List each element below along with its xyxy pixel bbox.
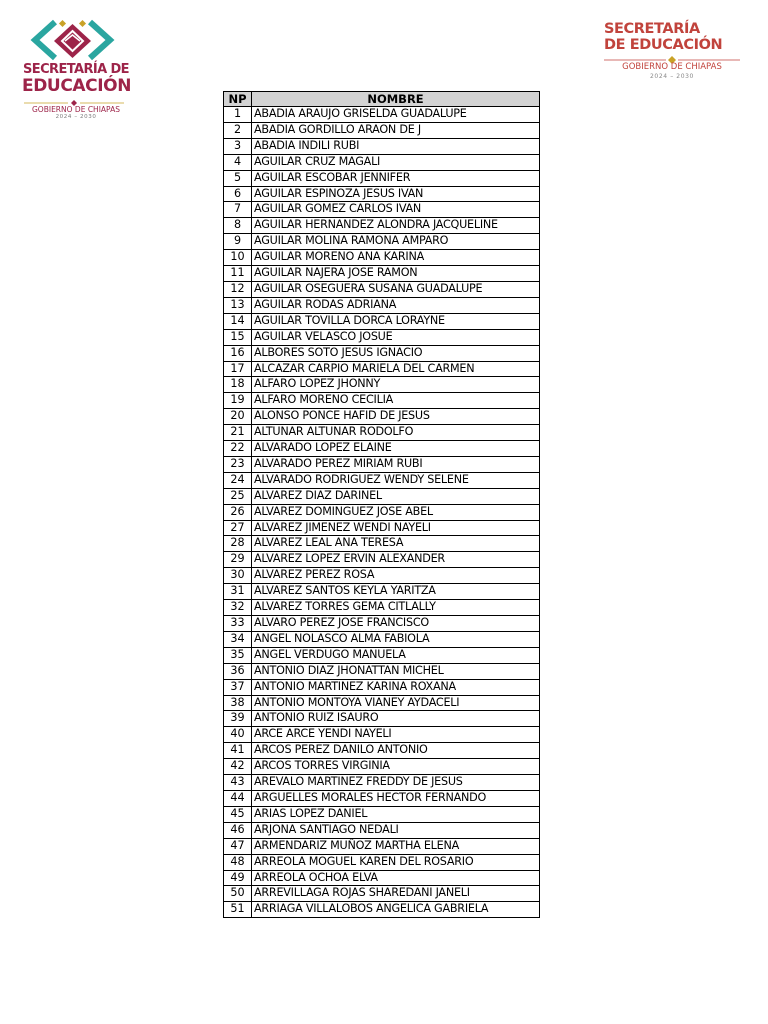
logo-right-line2: DE EDUCACIÓN bbox=[604, 37, 723, 53]
row-number: 22 bbox=[224, 441, 252, 457]
table-row bbox=[224, 409, 540, 425]
row-name: ALFARO MORENO CECILIA bbox=[252, 393, 540, 409]
row-number: 29 bbox=[224, 552, 252, 568]
row-number: 51 bbox=[224, 902, 252, 918]
table-row bbox=[224, 472, 540, 488]
row-name: AGUILAR HERNANDEZ ALONDRA JACQUELINE bbox=[252, 218, 540, 234]
row-number: 23 bbox=[224, 456, 252, 472]
row-name: ARREVILLAGA ROJAS SHAREDANI JANELI bbox=[252, 886, 540, 902]
row-number: 44 bbox=[224, 790, 252, 806]
table-row bbox=[224, 695, 540, 711]
table-row bbox=[224, 250, 540, 266]
table-body bbox=[224, 107, 540, 918]
table-row bbox=[224, 393, 540, 409]
row-name: ARIAS LOPEZ DANIEL bbox=[252, 806, 540, 822]
logo-left-line1: SECRETARÍA DE bbox=[23, 62, 129, 77]
row-number: 11 bbox=[224, 266, 252, 282]
row-number: 26 bbox=[224, 504, 252, 520]
row-number: 2 bbox=[224, 122, 252, 138]
table-row bbox=[224, 727, 540, 743]
secretaria-educacion-logo-left bbox=[20, 18, 130, 118]
row-number: 49 bbox=[224, 870, 252, 886]
row-name: ALVAREZ LEAL ANA TERESA bbox=[252, 536, 540, 552]
table-row bbox=[224, 902, 540, 918]
row-number: 6 bbox=[224, 186, 252, 202]
table-row bbox=[224, 504, 540, 520]
table-row bbox=[224, 806, 540, 822]
row-number: 8 bbox=[224, 218, 252, 234]
table-row bbox=[224, 138, 540, 154]
row-number: 20 bbox=[224, 409, 252, 425]
table-row bbox=[224, 679, 540, 695]
table-row bbox=[224, 425, 540, 441]
row-name: ABADIA ARAUJO GRISELDA GUADALUPE bbox=[252, 107, 540, 123]
table-row bbox=[224, 775, 540, 791]
table-row bbox=[224, 170, 540, 186]
row-name: ALCAZAR CARPIO MARIELA DEL CARMEN bbox=[252, 361, 540, 377]
table-row bbox=[224, 631, 540, 647]
jaguar-emblem-icon bbox=[25, 18, 120, 64]
table-row bbox=[224, 266, 540, 282]
table-row bbox=[224, 616, 540, 632]
row-number: 14 bbox=[224, 313, 252, 329]
row-name: AGUILAR OSEGUERA SUSANA GUADALUPE bbox=[252, 281, 540, 297]
row-number: 5 bbox=[224, 170, 252, 186]
row-name: ALVAREZ DOMINGUEZ JOSE ABEL bbox=[252, 504, 540, 520]
row-number: 45 bbox=[224, 806, 252, 822]
row-name: ARRIAGA VILLALOBOS ANGELICA GABRIELA bbox=[252, 902, 540, 918]
row-name: AGUILAR MOLINA RAMONA AMPARO bbox=[252, 234, 540, 250]
row-number: 1 bbox=[224, 107, 252, 123]
table-row bbox=[224, 663, 540, 679]
row-name: ALVAREZ PEREZ ROSA bbox=[252, 568, 540, 584]
row-number: 39 bbox=[224, 711, 252, 727]
table-row bbox=[224, 759, 540, 775]
row-name: AGUILAR GOMEZ CARLOS IVAN bbox=[252, 202, 540, 218]
column-header-np: NP bbox=[224, 92, 252, 107]
row-name: AGUILAR ESCOBAR JENNIFER bbox=[252, 170, 540, 186]
table-row bbox=[224, 107, 540, 123]
row-number: 41 bbox=[224, 743, 252, 759]
row-name: ABADIA GORDILLO ARAON DE J bbox=[252, 122, 540, 138]
row-number: 47 bbox=[224, 838, 252, 854]
table-row bbox=[224, 886, 540, 902]
row-number: 32 bbox=[224, 600, 252, 616]
row-name: AGUILAR RODAS ADRIANA bbox=[252, 297, 540, 313]
logo-left-line3: GOBIERNO DE CHIAPAS bbox=[32, 105, 120, 114]
row-number: 37 bbox=[224, 679, 252, 695]
row-name: ARJONA SANTIAGO NEDALI bbox=[252, 822, 540, 838]
row-name: ALBORES SOTO JESUS IGNACIO bbox=[252, 345, 540, 361]
row-name: ARCE ARCE YENDI NAYELI bbox=[252, 727, 540, 743]
table-row bbox=[224, 122, 540, 138]
row-number: 48 bbox=[224, 854, 252, 870]
row-number: 33 bbox=[224, 616, 252, 632]
table-row bbox=[224, 647, 540, 663]
table-row bbox=[224, 281, 540, 297]
table-row bbox=[224, 345, 540, 361]
row-name: ANTONIO MARTINEZ KARINA ROXANA bbox=[252, 679, 540, 695]
table-row bbox=[224, 456, 540, 472]
row-number: 25 bbox=[224, 488, 252, 504]
row-name: AGUILAR VELASCO JOSUE bbox=[252, 329, 540, 345]
row-name: ARREOLA MOGUEL KAREN DEL ROSARIO bbox=[252, 854, 540, 870]
row-name: ALVARO PEREZ JOSE FRANCISCO bbox=[252, 616, 540, 632]
row-number: 19 bbox=[224, 393, 252, 409]
row-number: 18 bbox=[224, 377, 252, 393]
row-name: ALVAREZ DIAZ DARINEL bbox=[252, 488, 540, 504]
row-number: 46 bbox=[224, 822, 252, 838]
table-row bbox=[224, 329, 540, 345]
row-name: ARCOS PEREZ DANILO ANTONIO bbox=[252, 743, 540, 759]
table-row bbox=[224, 536, 540, 552]
row-name: ANGEL VERDUGO MANUELA bbox=[252, 647, 540, 663]
row-number: 9 bbox=[224, 234, 252, 250]
table-header-row bbox=[224, 92, 540, 107]
row-name: ANTONIO DIAZ JHONATTAN MICHEL bbox=[252, 663, 540, 679]
table-row bbox=[224, 218, 540, 234]
row-number: 38 bbox=[224, 695, 252, 711]
row-number: 16 bbox=[224, 345, 252, 361]
table-row bbox=[224, 584, 540, 600]
row-number: 4 bbox=[224, 154, 252, 170]
row-name: ARGUELLES MORALES HECTOR FERNANDO bbox=[252, 790, 540, 806]
logo-right-line4: 2024 – 2030 bbox=[650, 73, 694, 80]
row-name: AGUILAR TOVILLA DORCA LORAYNE bbox=[252, 313, 540, 329]
row-name: ALVARADO LOPEZ ELAINE bbox=[252, 441, 540, 457]
row-number: 17 bbox=[224, 361, 252, 377]
table-row bbox=[224, 520, 540, 536]
row-number: 31 bbox=[224, 584, 252, 600]
row-number: 36 bbox=[224, 663, 252, 679]
row-name: ALVAREZ JIMENEZ WENDI NAYELI bbox=[252, 520, 540, 536]
secretaria-educacion-logo-right bbox=[596, 20, 748, 86]
table-row bbox=[224, 552, 540, 568]
row-name: ANTONIO MONTOYA VIANEY AYDACELI bbox=[252, 695, 540, 711]
row-number: 12 bbox=[224, 281, 252, 297]
roster-table bbox=[223, 91, 540, 918]
row-name: AGUILAR CRUZ MAGALI bbox=[252, 154, 540, 170]
row-number: 43 bbox=[224, 775, 252, 791]
row-name: AGUILAR MORENO ANA KARINA bbox=[252, 250, 540, 266]
logo-left-line2: EDUCACIÓN bbox=[22, 76, 132, 96]
column-header-nombre: NOMBRE bbox=[252, 92, 540, 107]
table-row bbox=[224, 743, 540, 759]
row-number: 42 bbox=[224, 759, 252, 775]
table-row bbox=[224, 822, 540, 838]
row-number: 35 bbox=[224, 647, 252, 663]
row-number: 3 bbox=[224, 138, 252, 154]
row-number: 7 bbox=[224, 202, 252, 218]
row-number: 28 bbox=[224, 536, 252, 552]
row-number: 10 bbox=[224, 250, 252, 266]
row-number: 24 bbox=[224, 472, 252, 488]
row-name: ARREOLA OCHOA ELVA bbox=[252, 870, 540, 886]
table-row bbox=[224, 186, 540, 202]
row-name: ALVARADO RODRIGUEZ WENDY SELENE bbox=[252, 472, 540, 488]
row-number: 21 bbox=[224, 425, 252, 441]
row-name: ALVARADO PEREZ MIRIAM RUBI bbox=[252, 456, 540, 472]
table-row bbox=[224, 711, 540, 727]
table-row bbox=[224, 838, 540, 854]
row-name: AGUILAR NAJERA JOSE RAMON bbox=[252, 266, 540, 282]
table-row bbox=[224, 202, 540, 218]
row-name: ABADIA INDILI RUBI bbox=[252, 138, 540, 154]
row-name: ALONSO PONCE HAFID DE JESUS bbox=[252, 409, 540, 425]
row-number: 40 bbox=[224, 727, 252, 743]
row-name: ALVAREZ LOPEZ ERVIN ALEXANDER bbox=[252, 552, 540, 568]
table-row bbox=[224, 568, 540, 584]
row-number: 30 bbox=[224, 568, 252, 584]
row-name: ANGEL NOLASCO ALMA FABIOLA bbox=[252, 631, 540, 647]
row-name: ALVAREZ SANTOS KEYLA YARITZA bbox=[252, 584, 540, 600]
table-row bbox=[224, 441, 540, 457]
row-name: ALFARO LOPEZ JHONNY bbox=[252, 377, 540, 393]
table-row bbox=[224, 790, 540, 806]
logo-right-line3: GOBIERNO DE CHIAPAS bbox=[622, 62, 722, 72]
row-name: ALVAREZ TORRES GEMA CITLALLY bbox=[252, 600, 540, 616]
row-name: AGUILAR ESPINOZA JESUS IVAN bbox=[252, 186, 540, 202]
row-number: 50 bbox=[224, 886, 252, 902]
table-row bbox=[224, 313, 540, 329]
table-row bbox=[224, 870, 540, 886]
row-name: AREVALO MARTINEZ FREDDY DE JESUS bbox=[252, 775, 540, 791]
logo-left-line4: 2024 – 2030 bbox=[55, 114, 97, 120]
row-name: ANTONIO RUIZ ISAURO bbox=[252, 711, 540, 727]
table-row bbox=[224, 154, 540, 170]
table-row bbox=[224, 361, 540, 377]
table-row bbox=[224, 854, 540, 870]
table-row bbox=[224, 600, 540, 616]
row-name: ARMENDARIZ MUÑOZ MARTHA ELENA bbox=[252, 838, 540, 854]
row-number: 15 bbox=[224, 329, 252, 345]
row-number: 34 bbox=[224, 631, 252, 647]
row-name: ALTUNAR ALTUNAR RODOLFO bbox=[252, 425, 540, 441]
table-row bbox=[224, 234, 540, 250]
table-row bbox=[224, 488, 540, 504]
row-number: 27 bbox=[224, 520, 252, 536]
table-row bbox=[224, 377, 540, 393]
row-number: 13 bbox=[224, 297, 252, 313]
row-name: ARCOS TORRES VIRGINIA bbox=[252, 759, 540, 775]
logo-right-line1: SECRETARÍA bbox=[604, 21, 700, 37]
table-row bbox=[224, 297, 540, 313]
